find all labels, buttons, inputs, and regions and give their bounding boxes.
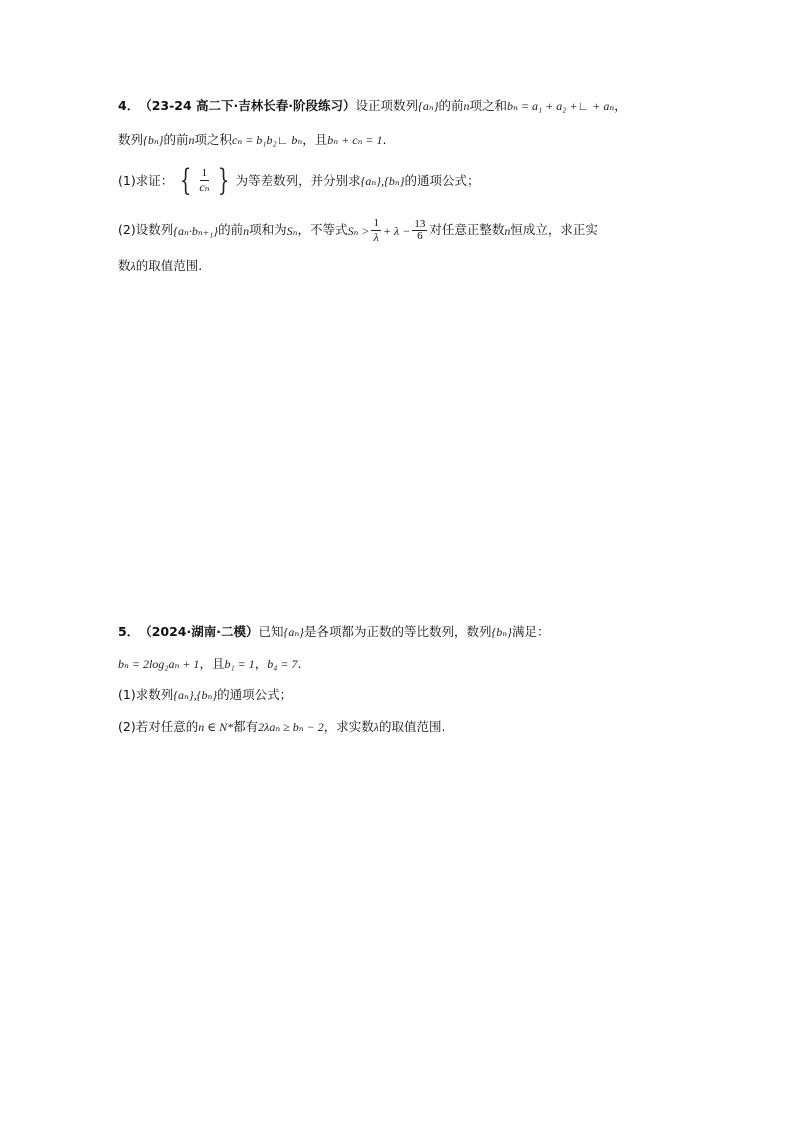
frac-denominator: 6 (417, 230, 423, 243)
p5-line2 (118, 658, 302, 671)
p4-frac-1-over-cn (197, 168, 211, 193)
p5-n-in: n ∈ N* (198, 720, 234, 735)
p4-Sn: Sₙ (286, 223, 298, 238)
p4-part1 (118, 163, 480, 198)
p5-text: ，求实数 (323, 719, 374, 734)
p4-bn-def: bₙ = a₁ + a₂ +∟ + aₙ (507, 99, 615, 114)
p4-ineq-left: Sₙ > (347, 223, 370, 238)
right-brace: } (217, 163, 229, 198)
p5-text: 的取值范围. (378, 719, 446, 734)
p4-part1-label: (1)求证： (118, 172, 174, 188)
p5-text: 都有 (233, 719, 259, 734)
p5-text: ， (254, 656, 268, 671)
p4-text: 对任意正整数 (429, 222, 505, 238)
p5-part2 (118, 721, 445, 734)
p4-seqs: {aₙ},{bₙ} (360, 174, 405, 188)
p5-lambda: λ (373, 720, 379, 735)
p4-text: ， (614, 98, 627, 113)
p4-text: 设正项数列 (355, 98, 419, 113)
p4-sum-eq: bₙ + cₙ = 1 (327, 133, 383, 148)
p4-source: （23-24 高二下·吉林长春·阶段练习） (139, 98, 356, 113)
p5-b1: b₁ = 1 (224, 657, 255, 672)
p4-frac-1-over-lambda (371, 218, 381, 243)
p5-number: 5． (118, 624, 140, 639)
p4-lambda: λ (130, 259, 136, 274)
p5-text: . (297, 656, 302, 671)
p5-seq-a: {aₙ} (283, 625, 304, 640)
p4-text: 的前 (438, 98, 464, 113)
p4-ineq-mid: + λ − (382, 223, 411, 238)
p5-text: 的通项公式； (217, 687, 293, 702)
p4-part2-line2 (118, 260, 202, 273)
frac-numerator: 1 (373, 217, 379, 229)
p4-brace-expr (176, 163, 232, 198)
p5-seq-b: {bₙ} (491, 625, 512, 640)
p4-frac-13-over-6 (412, 219, 427, 243)
p4-seq-b: {bₙ} (143, 133, 164, 148)
p5-text: 是各项都为正数的等比数列，数列 (303, 624, 492, 639)
p4-text: ，且 (302, 132, 328, 147)
p5-part1-label: (1)求数列 (118, 687, 174, 702)
left-brace: { (180, 163, 192, 198)
frac-denominator: λ (373, 229, 379, 244)
p4-n: n (463, 99, 470, 114)
p4-text: 项和为 (249, 222, 287, 238)
p4-text: 恒成立，求正实 (510, 222, 598, 238)
p4-part2-seq: {aₙ·bₙ₊₁} (173, 223, 219, 238)
p4-part2-label: (2)设数列 (118, 222, 174, 238)
p4-text: 的取值范围. (135, 258, 203, 273)
p4-text: . (382, 132, 387, 147)
p4-line1 (118, 100, 627, 113)
p4-text: 的通项公式； (404, 172, 480, 188)
p5-b4: b₄ = 7 (267, 657, 298, 672)
p4-text: 为等差数列，并分别求 (235, 172, 361, 188)
p5-text: ，且 (199, 656, 225, 671)
p5-text: 已知 (258, 624, 284, 639)
p5-ineq: 2λaₙ ≥ bₙ − 2 (258, 720, 324, 735)
p5-source: （2024·湖南·二模） (139, 624, 259, 639)
p4-text: ，不等式 (297, 222, 348, 238)
p5-line1 (118, 626, 549, 639)
p5-bn-def: bₙ = 2log₂aₙ + 1 (118, 657, 200, 672)
p4-text: 数 (118, 258, 131, 273)
p4-text: 的前 (163, 132, 189, 147)
p4-line2 (118, 134, 387, 147)
frac-numerator: 1 (201, 167, 208, 180)
p4-n: n (188, 133, 195, 148)
p4-text: 数列 (118, 132, 144, 147)
p4-number: 4． (118, 98, 140, 113)
p4-n: n (504, 223, 511, 238)
frac-denominator: cₙ (199, 179, 210, 194)
frac-numerator: 13 (414, 217, 426, 230)
p5-part2-label: (2)若对任意的 (118, 719, 199, 734)
p5-seqs: {aₙ},{bₙ} (173, 688, 218, 703)
p4-text: 项之积 (194, 132, 233, 147)
p4-n: n (243, 223, 250, 238)
p5-text: 满足： (511, 624, 550, 639)
p4-text: 项之和 (469, 98, 508, 113)
p4-seq-a: {aₙ} (418, 99, 439, 114)
p4-cn-def: cₙ = b₁b₂∟ bₙ (232, 133, 303, 148)
p4-part2 (118, 218, 598, 243)
p5-part1 (118, 689, 292, 702)
p4-text: 的前 (218, 222, 244, 238)
